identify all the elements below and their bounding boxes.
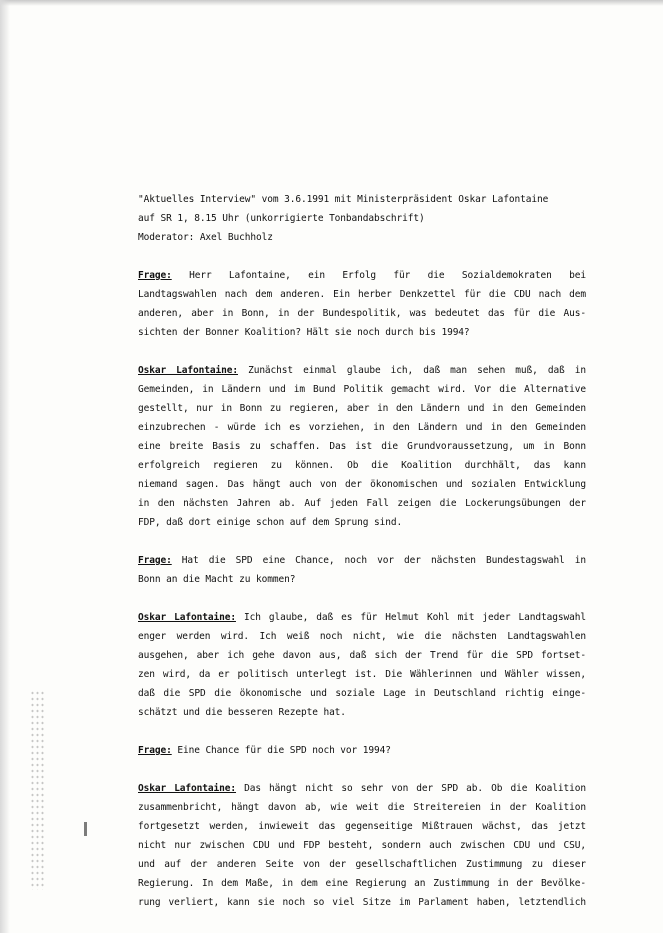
- speaker-label: Frage:: [138, 555, 172, 566]
- line-text: Eine Chance für die SPD noch vor 1994?: [177, 745, 391, 756]
- transcript-line: niemand sagen. Das hängt auch von der ökonomischen und sozialen Entwicklung: [138, 479, 586, 490]
- header-line-moderator: Moderator: Axel Buchholz: [138, 232, 273, 243]
- transcript-line: enger werden wird. Ich weiß noch nicht, wie die nächsten Landtagswahlen: [138, 631, 586, 642]
- transcript-line: sichten der Bonner Koalition? Hält sie noch durch bis 1994?: [138, 327, 470, 338]
- transcript-line: gestellt, nur in Bonn zu regieren, aber in den Ländern und in den Gemeinden: [138, 403, 586, 414]
- question-block: [138, 551, 586, 589]
- transcript-document: [138, 190, 586, 912]
- scan-edge-shadow-left: [0, 0, 10, 933]
- transcript-line: [138, 741, 586, 760]
- transcript-line: rung verliert, kann sie noch so viel Sitze im Parlament haben, letztendlich: [138, 897, 586, 908]
- speaker-label: Oskar Lafontaine:: [138, 783, 237, 794]
- transcript-line: zusammenbricht, hängt davon ab, wie weit die Streitereien in der Koalition: [138, 802, 586, 813]
- line-text: Ich glaube, daß es für Helmut Kohl mit jeder Landtagswahl: [243, 612, 586, 623]
- speaker-label: Oskar Lafontaine:: [138, 365, 238, 376]
- transcript-line: nicht nur zwischen CDU und FDP besteht, sondern auch zwischen CDU und CSU,: [138, 840, 586, 851]
- transcript-line: [138, 551, 586, 570]
- transcript-line: in den nächsten Jahren ab. Auf jeden Fall zeigen die Lockerungsübungen der: [138, 498, 586, 509]
- transcript-line: ausgehen, aber ich gehe davon aus, daß sich der Trend für die SPD fortset-: [138, 650, 586, 661]
- transcript-line: schätzt und die besseren Rezepte hat.: [138, 707, 346, 718]
- transcript-line: Regierung. In dem Maße, in dem eine Regierung an Zustimmung in der Bevölke-: [138, 878, 586, 889]
- transcript-line: einzubrechen - würde ich es vorziehen, in den Ländern und in den Gemeinden: [138, 422, 586, 433]
- question-block: [138, 266, 586, 342]
- question-block: [138, 741, 586, 760]
- transcript-line: zen wird, da er politisch unterlegt ist. Die Wählerinnen und Wähler wissen,: [138, 669, 586, 680]
- transcript-line: erfolgreich regieren zu können. Ob die Koalition durchhält, das kann: [138, 460, 586, 471]
- transcript-line: daß die SPD die ökonomische und soziale Lage in Deutschland richtig einge-: [138, 688, 586, 699]
- transcript-line: und auf der anderen Seite von der gesellschaftlichen Zustimmung zu dieser: [138, 859, 586, 870]
- header-line-title: "Aktuelles Interview" vom 3.6.1991 mit Ministerpräsident Oskar Lafontaine: [138, 194, 549, 205]
- line-text: Das hängt nicht so sehr von der SPD ab. Ob die Koalition: [244, 783, 586, 794]
- line-text: Hat die SPD eine Chance, noch vor der nächsten Bundestagswahl in: [181, 555, 586, 566]
- transcript-line: [138, 608, 586, 627]
- scan-noise-speckle: [30, 690, 44, 890]
- scan-edge-shadow-top: [0, 0, 663, 6]
- transcript-line: Gemeinden, in Ländern und im Bund Politik gemacht wird. Vor die Alternative: [138, 384, 586, 395]
- speaker-label: Frage:: [138, 270, 172, 281]
- answer-block: [138, 779, 586, 912]
- transcript-header: [138, 190, 586, 247]
- line-text: Herr Lafontaine, ein Erfolg für die Sozialdemokraten bei: [189, 270, 586, 281]
- transcript-line: Landtagswahlen nach dem anderen. Ein herber Denkzettel für die CDU nach dem: [138, 289, 586, 300]
- header-line-broadcast: auf SR 1, 8.15 Uhr (unkorrigierte Tonbandabschrift): [138, 213, 425, 224]
- transcript-line: eine breite Basis zu schaffen. Das ist die Grundvoraussetzung, um in Bonn: [138, 441, 586, 452]
- speaker-label: Oskar Lafontaine:: [138, 612, 236, 623]
- transcript-line: [138, 779, 586, 798]
- transcript-line: [138, 266, 586, 285]
- answer-block: [138, 608, 586, 722]
- scan-stray-mark: [84, 822, 87, 836]
- line-text: Zunächst einmal glaube ich, daß man sehen muß, daß in: [248, 365, 586, 376]
- transcript-line: [138, 361, 586, 380]
- transcript-line: fortgesetzt werden, inwieweit das gegenseitige Mißtrauen wächst, das jetzt: [138, 821, 586, 832]
- answer-block: [138, 361, 586, 532]
- transcript-line: Bonn an die Macht zu kommen?: [138, 574, 296, 585]
- transcript-line: anderen, aber in Bonn, in der Bundespolitik, was bedeutet das für die Aus-: [138, 308, 586, 319]
- speaker-label: Frage:: [138, 745, 172, 756]
- transcript-line: FDP, daß dort einige schon auf dem Sprung sind.: [138, 517, 403, 528]
